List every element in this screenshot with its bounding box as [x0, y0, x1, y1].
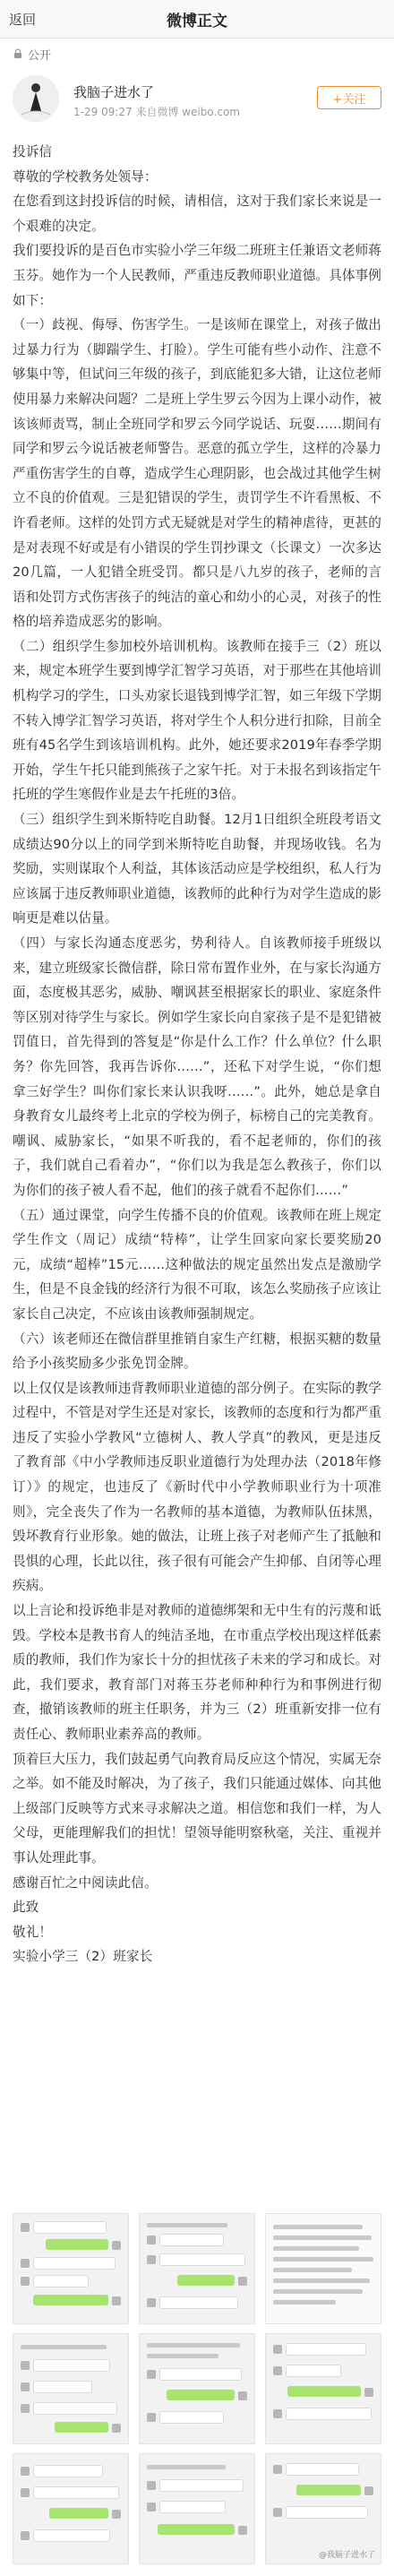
- paragraph: 在您看到这封投诉信的时候，请相信，这对于我们家长来说是一个艰难的决定。: [13, 194, 381, 234]
- attached-image[interactable]: [139, 2333, 255, 2444]
- paragraph: 以上言论和投诉绝非是对教师的道德绑架和无中生有的污蔑和诋毁。学校本是教书育人的纯洁圣地，在市重点学校出现这样低素质的教师，我们作为家长十分的担忧孩子未来的学习和成长。对此，我们要求，教育部门对蒋玉芬老师种种行为和事例进行彻查，撤销该教师的班主任职务，并为三（2）班重新安排一位有责任心、教师职业素养高的教师。: [13, 1603, 381, 1742]
- author-name[interactable]: 我脑子进水了: [73, 84, 155, 100]
- signature: 实验小学三（2）班家长: [13, 1949, 153, 1965]
- paragraph: （五）通过课堂，向学生传播不良的价值观。该教师在班上规定学生作文（周记）成绩“特棒”，让学生回家向家长要奖励20元，成绩“超棒”15元……这种做法的规定虽然出发点是激励学生，但是不良金钱的经济行为很不可取，该怎么奖励孩子应该让家长自己决定，不应该由该教师强制规定。: [13, 1207, 381, 1322]
- post-body: [13, 140, 381, 1969]
- attached-image[interactable]: [139, 2453, 255, 2564]
- attached-image[interactable]: [265, 2453, 381, 2564]
- paragraph: 我们要投诉的是百色市实验小学三年级二班班主任兼语文老师蒋玉芬。她作为一个人民教师，严重违反教师职业道德。具体事例如下：: [13, 243, 381, 308]
- attached-image[interactable]: [265, 2213, 381, 2324]
- attached-image[interactable]: [13, 2453, 129, 2564]
- paragraph: 以上仅仅是该教师违背教师职业道德的部分例子。在实际的教学过程中，不管是对学生还是对家长，该教师的态度和行为都严重违反了实验小学教风“立德树人、教人学真”的教风，更是违反了教育部《中小学教师违反职业道德行为处理办法（2018年修订）》的规定，也违反了《新时代中小学教师职业行为十项准则》，完全丧失了作为一名教师的基本道德，为教师队伍抹黑，毁坏教育行业形象。她的做法，让班上孩子对老师产生了抵触和畏惧的心理，长此以往，孩子很有可能会产生抑郁、自闭等心理疾病。: [13, 1380, 381, 1594]
- back-button[interactable]: 返回: [9, 12, 37, 28]
- follow-button[interactable]: +关注: [317, 86, 381, 109]
- attached-image[interactable]: [13, 2333, 129, 2444]
- paragraph: 尊敬的学校教务处领导：: [13, 168, 158, 185]
- privacy-indicator: [13, 45, 51, 63]
- privacy-label: 公开: [28, 48, 52, 63]
- author-header: [13, 75, 381, 129]
- page-title: 微博正文: [167, 12, 227, 30]
- paragraph: 投诉信: [13, 144, 53, 159]
- paragraph: （一）歧视、侮辱、伤害学生。一是该师在课堂上，对孩子做出过暴力行为（脚踹学生、打脸）。学生可能有些小动作、注意不够集中等，但试问三年级的孩子，到底能犯多大错，让这位老师使用暴力来解决问题？二是班上学生罗云今因为上课小动作，被该该师责骂，制止全班同学和罗云今同学说话、玩耍……期间有同学和罗云今说话被老师警告。恶意的孤立学生，这样的冷暴力严重伤害学生的自尊，造成学生心理阴影，也会战过其他学生树立不良的价值观。三是犯错误的学生，责罚学生不许看黑板、不许看老师。这样的处罚方式无疑就是对学生的精神虐待，更甚的是对表现不好或是有小错误的学生罚抄课文（长课文）一次多达20几篇，一人犯错全班受罚。都只是八九岁的孩子，老师的言语和处罚方式伤害孩子的纯洁的童心和幼小的心灵，对孩子的性格的培养造成恶劣的影响。: [13, 317, 381, 630]
- avatar[interactable]: [13, 75, 59, 122]
- image-grid: [13, 2213, 381, 2572]
- post-meta: 1-29 09:27 来自微博 weibo.com: [73, 106, 240, 118]
- paragraph: （三）组织学生到米斯特吃自助餐。12月1日组织全班段考语文成绩达90分以上的同学到米斯特吃自助餐，并现场收钱。名为奖励，实则谋取个人利益，其体该活动应是学校组织，私人行为应该属于违反教师职业道德，该教师的此种行为对学生造成的影响更是难以估量。: [13, 812, 381, 926]
- attached-image[interactable]: [13, 2213, 129, 2324]
- paragraph: 感谢百忙之中阅读此信。: [13, 1874, 158, 1891]
- paragraph: （四）与家长沟通态度恶劣，势利待人。自该教师接手班级以来，建立班级家长微信群，除日常布置作业外，在与家长沟通方面，态度极其恶劣，威胁、嘲讽甚至根据家长的职业、家庭条件等区别对待学生与家长。例如学生家长向自家孩子是不是犯错被罚值日，首先得到的答复是“你是什么工作？什么单位？什么职务？你先回答，我再告诉你……”，还私下对学生说，“你们想拿三好学生？叫你们家长来认识我呀……”。此外，她总是拿自身教育女儿最终考上北京的学校为例子，标榜自己的完美教育。嘲讽、威胁家长，“如果不听我的，看不起老师的，你们的孩子，我们就自己看着办”，“你们以为我是怎么教孩子，你们以为你们的孩子被人看不起，他们的孩子就看不起你们……”: [13, 935, 381, 1198]
- lock-icon: [13, 48, 23, 59]
- watermark-text: @我脑子进水了: [318, 2551, 375, 2560]
- paragraph: 此致: [13, 1900, 39, 1916]
- attached-image[interactable]: [265, 2333, 381, 2444]
- paragraph: 顶着巨大压力，我们鼓起勇气向教育局反应这个情况，实属无奈之举。如不能及时解决，为了孩子，我们只能通过媒体、向其他上级部门反映等方式来寻求解决之道。相信您和我们一样，为人父母，更能理解我们的担忧！望领导能明察秋毫，关注、重视并事认处理此事。: [13, 1751, 381, 1865]
- attached-image[interactable]: [139, 2213, 255, 2324]
- paragraph: （二）组织学生参加校外培训机构。该教师在接手三（2）班以来，规定本班学生要到博学汇智学习英语，对于那些在其他培训机构学习的学生，口头劝家长退钱到博学汇智，如三年级下学期不转入博学汇智学习英语，将对学生个人积分进行扣除，目前全班有45名学生到该培训机构。此外，她还要求2019年春季学期开始，学生午托只能到熊孩子之家午托。对于未报名到该指定午托班的学生寒假作业是去午托班的3倍。: [13, 638, 381, 803]
- paragraph: 敬礼！: [13, 1924, 53, 1940]
- top-navbar: [0, 0, 394, 39]
- paragraph: （六）该老师还在微信群里推销自家生产红糖，根据买糖的数量给予小孩奖励多少张免罚金牌。: [13, 1331, 381, 1372]
